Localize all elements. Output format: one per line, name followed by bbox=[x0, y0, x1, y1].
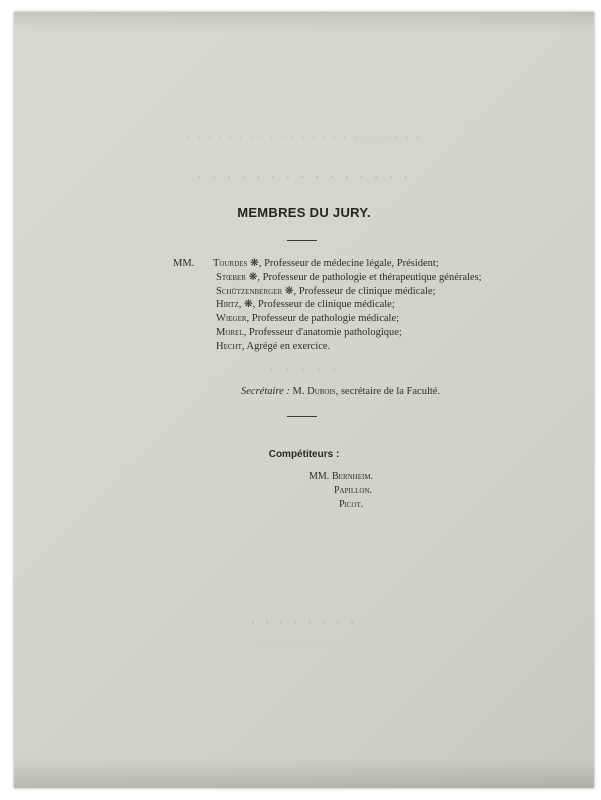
jury-member-line bbox=[173, 285, 482, 299]
paper-edge-shadow-top bbox=[14, 12, 594, 32]
competitor-name: Papillon. bbox=[334, 485, 373, 496]
competitor-lead: MM. bbox=[309, 471, 330, 482]
member-title: , Professeur de pathologie médicale; bbox=[246, 313, 400, 325]
jury-member-line bbox=[173, 312, 482, 326]
member-name: Morel bbox=[216, 326, 244, 338]
jury-member-line bbox=[173, 298, 482, 312]
paper-edge-shadow-bottom bbox=[14, 758, 594, 788]
secretary-title: , secrétaire de la Faculté. bbox=[335, 386, 441, 397]
member-name: Tourdes bbox=[213, 258, 248, 269]
jury-member-line bbox=[173, 340, 482, 354]
member-lead: MM. bbox=[173, 258, 195, 269]
secretary-line bbox=[241, 386, 440, 397]
competitor-name: Picot. bbox=[339, 499, 364, 510]
member-title: ❋, Professeur de pathologie et thérapeutique générales; bbox=[245, 271, 482, 283]
paper-page bbox=[14, 12, 594, 788]
jury-heading: MEMBRES DU JURY. bbox=[237, 205, 371, 220]
member-title: , Professeur d'anatomie pathologique; bbox=[243, 326, 402, 338]
competitor-line bbox=[309, 484, 373, 498]
show-through-text: · · · · · · · · · · · · · · · · · · · · · · · bbox=[186, 132, 422, 144]
member-name: Hecht bbox=[216, 340, 242, 352]
competitor-line bbox=[309, 498, 373, 512]
jury-member-line bbox=[173, 326, 482, 340]
jury-member-line bbox=[173, 271, 482, 285]
secretary-prefix: M. bbox=[289, 386, 308, 397]
member-title: ❋, Professeur de médecine légale, Président; bbox=[247, 258, 439, 269]
member-name: Schützenberger bbox=[216, 285, 283, 297]
show-through-text: · · · · · · · · · · · · · · · bbox=[196, 170, 412, 186]
jury-members-list bbox=[173, 257, 482, 354]
member-name: Wieger bbox=[216, 313, 247, 325]
show-through-text: · · · · · bbox=[267, 360, 341, 379]
competitors-heading: Compétiteurs : bbox=[268, 449, 340, 460]
member-name: Hirtz bbox=[216, 299, 239, 311]
competitor-line bbox=[309, 470, 373, 484]
competitor-name: Bernheim. bbox=[332, 471, 374, 482]
jury-member-line bbox=[173, 257, 482, 271]
secretary-label: Secrétaire : bbox=[241, 386, 290, 397]
member-title: , ❋, Professeur de clinique médicale; bbox=[238, 299, 395, 311]
member-name: Stœber bbox=[216, 271, 246, 283]
show-through-text: · · · · · · · · · · · · · · · · · · · · bbox=[221, 638, 387, 650]
secretary-name: Dubois bbox=[307, 386, 336, 397]
divider-rule bbox=[287, 240, 317, 241]
show-through-text: · · · · · · · · bbox=[250, 616, 358, 631]
member-title: ❋, Professeur de clinique médicale; bbox=[282, 285, 436, 297]
divider-rule bbox=[287, 416, 317, 417]
competitors-list bbox=[309, 470, 373, 512]
member-title: , Agrégé en exercice. bbox=[241, 340, 331, 352]
